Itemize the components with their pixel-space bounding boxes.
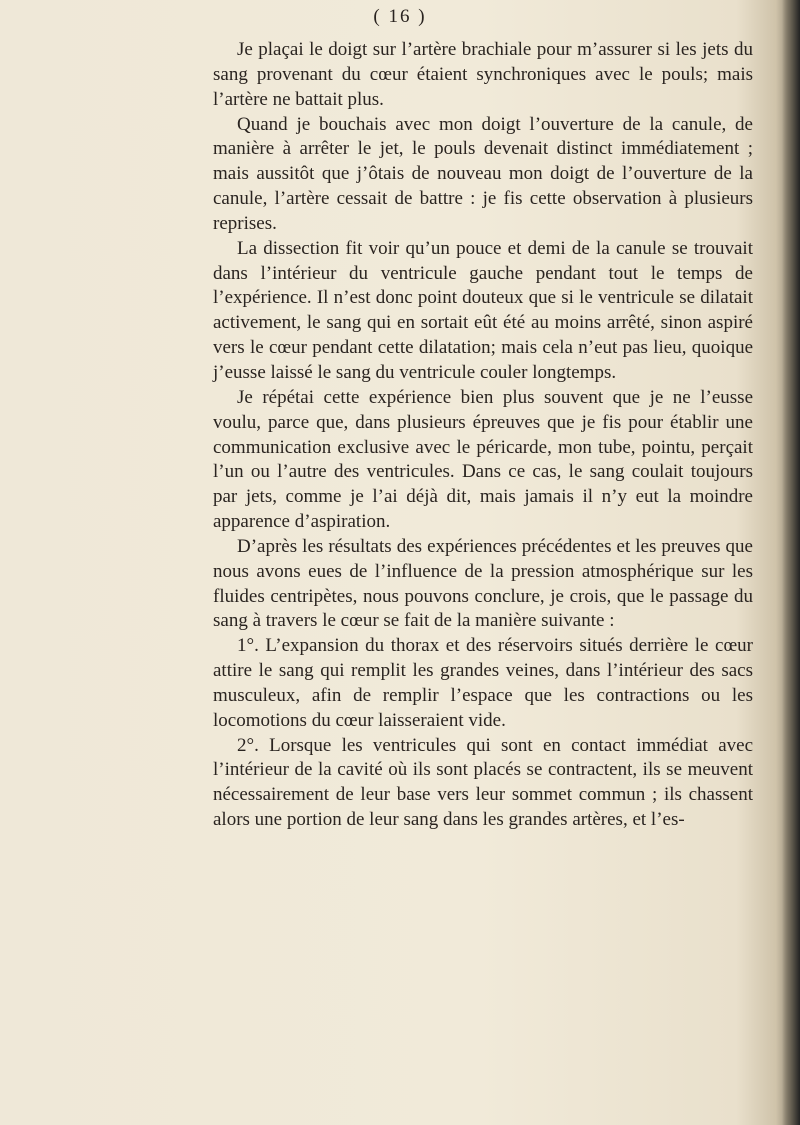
page-edge-shadow xyxy=(782,0,800,1125)
paragraph-point-2: 2°. Lorsque les ventricules qui sont en contact immédiat avec l’intérieur de la cavité où ils sont placés se contractent, ils se meuvent nécessairement de leur base vers leur sommet commun ; ils chassent alors une portion de leur sang dans les grandes artères, et l’es- xyxy=(213,734,753,831)
paragraph-point-1: 1°. L’expansion du thorax et des réservoirs situés derrière le cœur attire le sang qui remplit les grandes veines, dans l’intérieur des sacs musculeux, afin de remplir l’espace que les contractions ou les locomotions du cœur laisseraient vide. xyxy=(213,635,753,731)
paragraph-repeated-experiment: Je répétai cette expérience bien plus souvent que je ne l’eusse voulu, parce que, dans plusieurs épreuves que je fis pour établir une communication exclusive avec le péricarde, mon tube, pointu, perçait l’un ou l’autre des ventricules. Dans ce cas, le sang coulait toujours par jets, comme je l’ai déjà dit, mais jamais il n’y eut la moindre apparence d’aspiration. xyxy=(213,386,753,533)
page-number: ( 16 ) xyxy=(373,6,427,27)
paragraph-conclusion-intro: D’après les résultats des expériences précédentes et les preuves que nous avons eues de l’influence de la pression atmosphérique sur les fluides centripètes, nous pouvons conclure, je crois, que le passage du sang à travers le cœur se fait de la manière suivante : xyxy=(213,535,753,632)
body-text xyxy=(213,38,753,833)
paragraph-brachial-artery: Je plaçai le doigt sur l’artère brachiale pour m’assurer si les jets du sang provenant du cœur étaient synchroniques avec le pouls; mais l’artère ne battait plus. xyxy=(213,39,753,110)
paragraph-dissection: La dissection fit voir qu’un pouce et demi de la canule se trouvait dans l’intérieur du ventricule gauche pendant tout le temps de l’expérience. Il n’est donc point douteux que si le ventricule se dilatait activement, le sang qui en sortait eût été au moins arrêté, sinon aspiré vers le cœur pendant cette dilatation; mais cela n’eut pas lieu, quoique j’eusse laissé le sang du ventricule couler longtemps. xyxy=(213,237,753,383)
paragraph-canula-pulse: Quand je bouchais avec mon doigt l’ouverture de la canule, de manière à arrêter le jet, le pouls devenait distinct immédiatement ; mais aussitôt que j’ôtais de nouveau mon doigt de l’ouverture de la canule, l’artère cessait de battre : je fis cette observation à plusieurs reprises. xyxy=(213,113,753,234)
